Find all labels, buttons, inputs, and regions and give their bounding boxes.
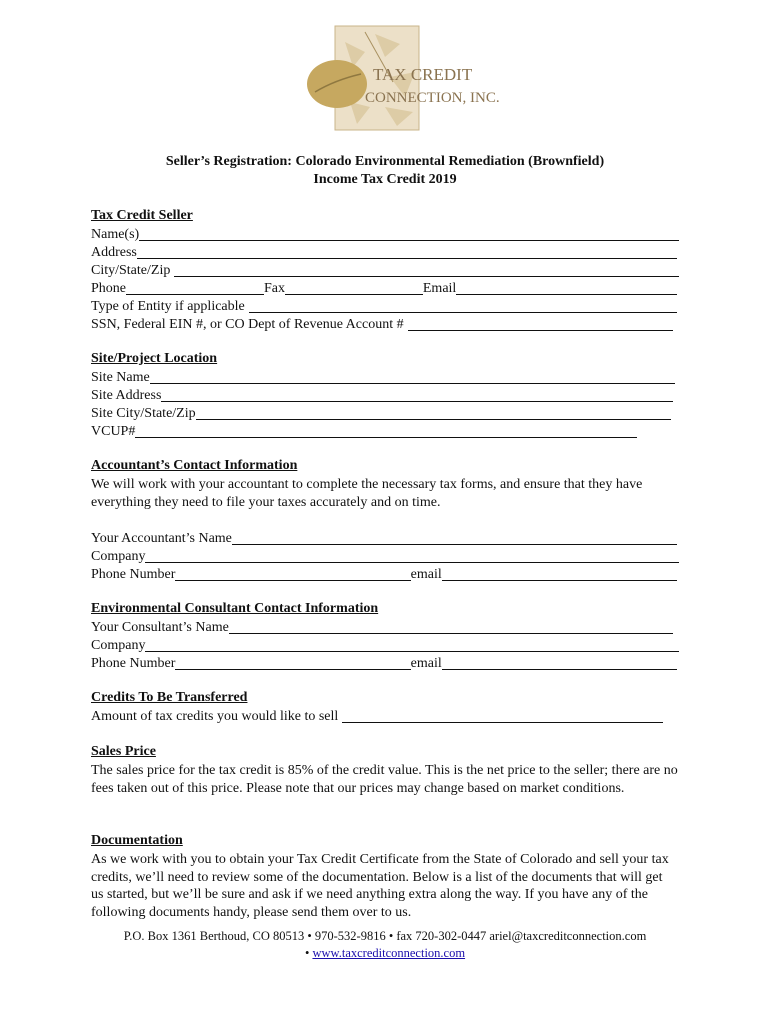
site-name-label: Site Name (91, 370, 150, 385)
sales-heading: Sales Price (91, 744, 156, 759)
sales-description: The sales price for the tax credit is 85% of the credit value. This is the net price to the seller; there are no fees taken out of this price. Please note that our prices may change based on market conditions. (91, 763, 678, 796)
footer-bullet: • (304, 946, 310, 960)
consultant-email-field[interactable] (442, 655, 677, 670)
accountant-email-label: email (410, 567, 442, 582)
consultant-name-row (91, 619, 673, 637)
logo-text-line1: TAX CREDIT (373, 65, 473, 84)
site-vcup-field[interactable] (135, 423, 637, 438)
documentation-heading: Documentation (91, 833, 183, 848)
logo-text-line2: CONNECTION, INC. (365, 90, 500, 106)
seller-ssn-row (91, 316, 673, 334)
consultant-company-field[interactable] (145, 637, 679, 652)
credits-amount-label: Amount of tax credits you would like to sell (91, 709, 339, 724)
accountant-company-field[interactable] (145, 548, 679, 563)
leaf-logo-icon (305, 22, 500, 134)
seller-city-label: City/State/Zip (91, 263, 171, 278)
seller-fax-field[interactable] (285, 280, 423, 295)
site-vcup-row (91, 423, 637, 441)
seller-address-field[interactable] (137, 244, 677, 259)
seller-heading: Tax Credit Seller (91, 208, 193, 223)
seller-entity-field[interactable] (249, 298, 677, 313)
accountant-phone-row (91, 566, 677, 584)
seller-email-label: Email (422, 281, 457, 296)
seller-email-field[interactable] (456, 280, 677, 295)
seller-names-row (91, 226, 679, 244)
seller-ssn-label: SSN, Federal EIN #, or CO Dept of Revenue Account # (91, 317, 404, 332)
credits-heading: Credits To Be Transferred (91, 690, 248, 705)
company-logo (305, 22, 500, 134)
seller-address-label: Address (91, 245, 137, 260)
accountant-phone-field[interactable] (175, 566, 410, 581)
site-heading: Site/Project Location (91, 351, 218, 366)
accountant-company-label: Company (91, 549, 146, 564)
site-address-label: Site Address (91, 388, 162, 403)
accountant-name-label: Your Accountant’s Name (91, 531, 232, 546)
site-city-row (91, 405, 671, 423)
seller-city-row (91, 262, 679, 280)
accountant-company-row (91, 548, 679, 566)
seller-address-row (91, 244, 677, 262)
seller-entity-label: Type of Entity if applicable (91, 299, 245, 314)
site-vcup-label: VCUP# (91, 424, 136, 439)
consultant-company-row (91, 637, 679, 655)
accountant-name-field[interactable] (232, 530, 677, 545)
accountant-email-field[interactable] (442, 566, 677, 581)
site-city-field[interactable] (196, 405, 671, 420)
accountant-name-row (91, 530, 677, 548)
form-title-line1: Seller’s Registration: Colorado Environmental Remediation (Brownfield) (165, 154, 605, 169)
accountant-heading: Accountant’s Contact Information (91, 458, 298, 473)
consultant-phone-field[interactable] (175, 655, 410, 670)
consultant-name-field[interactable] (229, 619, 673, 634)
seller-names-field[interactable] (139, 226, 679, 241)
website-link[interactable]: www.taxcreditconnection.com (312, 946, 466, 960)
seller-contact-row (91, 280, 677, 298)
consultant-name-label: Your Consultant’s Name (91, 620, 229, 635)
credits-amount-row (91, 708, 663, 726)
consultant-company-label: Company (91, 638, 146, 653)
seller-phone-field[interactable] (126, 280, 264, 295)
site-city-label: Site City/State/Zip (91, 406, 196, 421)
seller-entity-row (91, 298, 677, 316)
seller-names-label: Name(s) (91, 227, 140, 242)
seller-ssn-field[interactable] (408, 316, 673, 331)
accountant-phone-label: Phone Number (91, 567, 176, 582)
seller-city-field[interactable] (174, 262, 679, 277)
footer-website-line (0, 945, 770, 962)
form-title-line2: Income Tax Credit 2019 (313, 172, 457, 187)
consultant-heading: Environmental Consultant Contact Information (91, 601, 379, 616)
site-name-row (91, 369, 675, 387)
consultant-phone-row (91, 655, 677, 673)
site-address-row (91, 387, 673, 405)
documentation-description: As we work with you to obtain your Tax Credit Certificate from the State of Colorado and sell your tax credits, we’ll need to review some of the documentation. Below is a list of the documents that will get us started, but we’ll be sure and ask if we need anything extra along the way. If you have any of the following documents handy, please send them over to us. (91, 852, 669, 920)
consultant-email-label: email (410, 656, 442, 671)
consultant-phone-label: Phone Number (91, 656, 176, 671)
site-name-field[interactable] (150, 369, 675, 384)
footer-contact: P.O. Box 1361 Berthoud, CO 80513 • 970-532-9816 • fax 720-302-0447 ariel@taxcreditconnection.com (123, 929, 647, 943)
seller-fax-label: Fax (263, 281, 285, 296)
site-address-field[interactable] (161, 387, 673, 402)
accountant-description: We will work with your accountant to complete the necessary tax forms, and ensure that they have everything they need to file your taxes accurately and on time. (91, 477, 643, 510)
credits-amount-field[interactable] (342, 708, 663, 723)
seller-phone-label: Phone (91, 281, 126, 296)
